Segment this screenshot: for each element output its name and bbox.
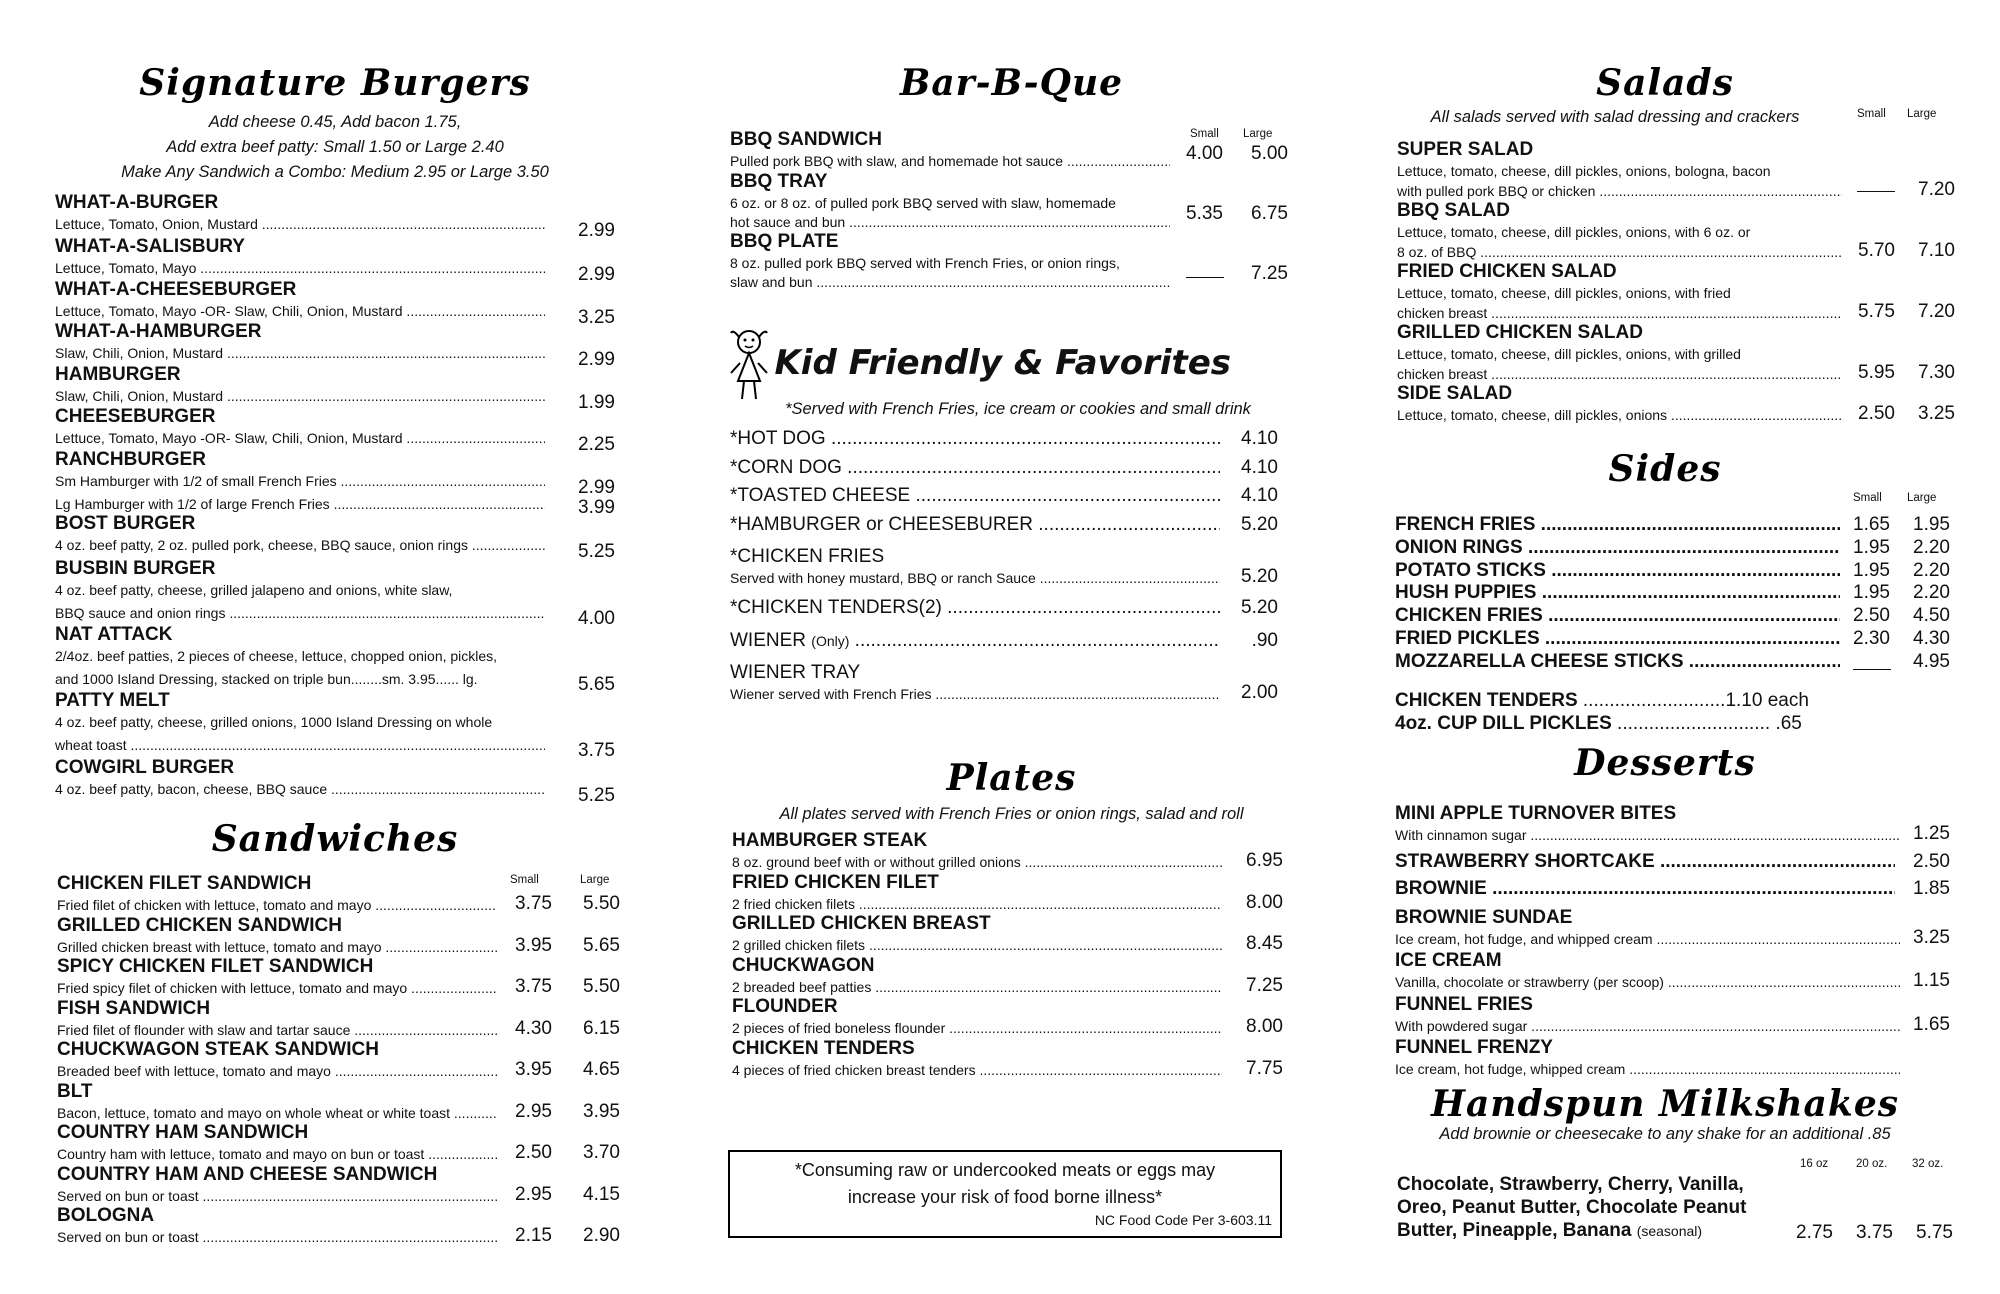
menu-item-price: 1.15 — [1913, 970, 1950, 991]
menu-item-desc: 4 oz. beef patty, 2 oz. pulled pork, cheese, BBQ sauce, onion rings ..... — [55, 535, 545, 555]
price-large: 1.95 — [1913, 514, 1950, 535]
menu-item-name: SPICY CHICKEN FILET SANDWICH — [57, 956, 374, 977]
menu-item-desc: Lettuce, tomato, cheese, dill pickles, onions, with 6 oz. or — [1397, 224, 1751, 240]
menu-item-name — [1395, 690, 1865, 712]
menu-item-desc: Wiener served with French Fries ..... — [730, 684, 1220, 704]
menu-item-desc: Fried filet of chicken with lettuce, tomato and mayo ..... — [57, 895, 497, 915]
menu-item-desc: 8 oz. of BBQ ..... — [1397, 242, 1842, 262]
price-small: 2.30 — [1853, 628, 1890, 649]
price-small: 2.50 — [1858, 403, 1895, 424]
menu-item-price: .90 — [1251, 630, 1278, 651]
menu-item-price: 8.00 — [1246, 891, 1283, 913]
menu-item-desc: 2/4oz. beef patties, 2 pieces of cheese, lettuce, chopped onion, pickles, — [55, 648, 498, 664]
menu-item-name — [730, 457, 1220, 479]
menu-item-desc: wheat toast ..... — [55, 735, 545, 755]
kids-title: Kid Friendly & Favorites — [774, 343, 1232, 383]
food-safety-warning — [728, 1150, 1282, 1238]
menu-item-price: 1.10 each — [1725, 690, 1809, 711]
price-small: 5.35 — [1186, 203, 1223, 224]
menu-item-desc: chicken breast ..... — [1397, 303, 1842, 323]
menu-item-name: CHICKEN FILET SANDWICH — [57, 873, 312, 894]
menu-item-price: 1.85 — [1913, 878, 1950, 899]
menu-item-desc: Slaw, Chili, Onion, Mustard ..... — [55, 386, 545, 406]
price-large: 3.95 — [583, 1100, 620, 1122]
menu-item-label: WIENER — [730, 630, 806, 651]
menu-item-name: BBQ SANDWICH — [730, 129, 882, 150]
menu-item-name: BOLOGNA — [57, 1205, 155, 1226]
menu-item-desc: Lettuce, tomato, cheese, dill pickles, onions ..... — [1397, 405, 1842, 425]
plates-title: Plates — [946, 757, 1077, 799]
shakes-title: Handspun Milkshakes — [1430, 1083, 1900, 1125]
menu-item-name: SIDE SALAD — [1397, 383, 1513, 404]
menu-item-name: FLOUNDER — [732, 996, 838, 1017]
menu-item-name: WHAT-A-HAMBURGER — [55, 321, 262, 342]
menu-item-desc: 8 oz. ground beef with or without grilled onions ..... — [732, 852, 1222, 872]
menu-item-desc: Pulled pork BBQ with slaw, and homemade hot sauce ..... — [730, 151, 1170, 171]
menu-item-desc: Lettuce, Tomato, Mayo ..... — [55, 258, 545, 278]
menu-item-name: BROWNIE ..... — [1395, 878, 1895, 900]
menu-item-name — [730, 485, 1220, 507]
menu-item-price: 4.10 — [1241, 457, 1278, 478]
price-large: 5.50 — [583, 976, 620, 997]
food-code: NC Food Code Per 3-603.11 — [1094, 1212, 1272, 1228]
menu-item-price: 1.99 — [578, 392, 615, 413]
shake-price: 2.75 — [1796, 1222, 1833, 1243]
menu-item-name: FUNNEL FRIES — [1395, 994, 1533, 1015]
price-small: 3.95 — [515, 1059, 552, 1080]
menu-item-label: *CHICKEN TENDERS(2) — [730, 597, 942, 618]
menu-item-name: CHUCKWAGON — [732, 954, 875, 976]
large-header: Large — [1243, 128, 1273, 140]
menu-item-price: 5.65 — [578, 674, 615, 695]
shake-size-header: 16 oz — [1800, 1158, 1829, 1170]
shake-price: 3.75 — [1856, 1222, 1893, 1243]
price-large: 7.10 — [1918, 240, 1955, 261]
menu-item-name: BROWNIE SUNDAE — [1395, 907, 1573, 928]
menu-item-desc: slaw and bun ..... — [730, 272, 1170, 292]
leader-dots: ........................... — [1577, 690, 1726, 711]
shake-flavors — [1397, 1197, 1817, 1219]
menu-item-desc: Lettuce, Tomato, Mayo -OR- Slaw, Chili, Onion, Mustard ..... — [55, 428, 545, 448]
bbq-title: Bar-B-Que — [899, 62, 1124, 104]
menu-item-price: 3.99 — [578, 497, 615, 518]
sandwiches-title: Sandwiches — [211, 818, 459, 860]
price-large: 4.15 — [583, 1183, 620, 1205]
menu-item-label: 4oz. CUP DILL PICKLES — [1395, 713, 1612, 734]
menu-item-name: COUNTRY HAM SANDWICH — [57, 1122, 309, 1143]
menu-item-price: 3.25 — [1913, 927, 1950, 948]
menu-item-desc: With powdered sugar ..... — [1395, 1016, 1900, 1036]
menu-item-name: COWGIRL BURGER — [55, 757, 235, 778]
menu-item-name: STRAWBERRY SHORTCAKE ..... — [1395, 851, 1895, 873]
menu-item-name: POTATO STICKS ..... — [1395, 560, 1840, 582]
price-small: 2.95 — [515, 1183, 552, 1205]
price-large: 5.00 — [1251, 143, 1288, 164]
kids-note: *Served with French Fries, ice cream or cookies and small drink — [785, 400, 1251, 418]
menu-item-name: HUSH PUPPIES ..... — [1395, 582, 1840, 604]
menu-item-price: 7.75 — [1246, 1057, 1283, 1079]
menu-item-desc: Served on bun or toast ..... — [57, 1227, 497, 1247]
burgers-note: Add cheese 0.45, Add bacon 1.75, — [208, 113, 462, 131]
menu-item-desc: Country ham with lettuce, tomato and mayo on bun or toast ..... — [57, 1144, 497, 1164]
salads-note: All salads served with salad dressing and crackers — [1430, 108, 1800, 126]
price-small: 3.75 — [515, 893, 552, 914]
menu-item-desc: Fried spicy filet of chicken with lettuce, tomato and mayo ..... — [57, 978, 497, 998]
menu-item-price: 1.25 — [1913, 823, 1950, 844]
price-small: 1.95 — [1853, 536, 1890, 558]
menu-item-desc: Ice cream, hot fudge, and whipped cream ..... — [1395, 929, 1900, 949]
menu-item-name: MINI APPLE TURNOVER BITES — [1395, 803, 1677, 824]
menu-item-desc: Lettuce, tomato, cheese, dill pickles, onions, bologna, bacon — [1397, 163, 1771, 179]
price-large: 4.95 — [1913, 650, 1950, 672]
menu-item-name: FISH SANDWICH — [57, 997, 211, 1019]
desserts-title: Desserts — [1574, 742, 1756, 784]
menu-item-price: 5.20 — [1241, 566, 1278, 587]
shake-flavors — [1397, 1174, 1817, 1196]
price-small: 4.30 — [515, 1017, 552, 1039]
price-large: 2.20 — [1913, 559, 1950, 581]
menu-item-price: 2.99 — [578, 477, 615, 498]
menu-item-name: BBQ TRAY — [730, 171, 828, 192]
price-large: 7.20 — [1918, 301, 1955, 322]
menu-item-desc: 6 oz. or 8 oz. of pulled pork BBQ served with slaw, homemade — [730, 195, 1116, 211]
empty-price-dash — [1186, 277, 1224, 278]
menu-item-desc: Bacon, lettuce, tomato and mayo on whole wheat or white toast ..... — [57, 1103, 497, 1123]
menu-item-price: 2.99 — [578, 220, 615, 241]
burgers-note: Add extra beef patty: Small 1.50 or Large 2.40 — [166, 138, 504, 156]
burgers-notes — [55, 110, 615, 185]
menu-item-price: 3.75 — [578, 740, 615, 761]
shake-flavors — [1397, 1220, 1817, 1242]
price-small: 3.95 — [515, 934, 552, 956]
sides-title: Sides — [1608, 448, 1722, 490]
price-large: 6.15 — [583, 1017, 620, 1039]
menu-item-price: 5.20 — [1241, 597, 1278, 618]
menu-item-name — [730, 597, 1220, 619]
warning-line: increase your risk of food borne illness* — [847, 1187, 1163, 1207]
price-small: 3.75 — [515, 976, 552, 997]
menu-item-name: WHAT-A-BURGER — [55, 192, 219, 213]
warning-line: *Consuming raw or undercooked meats or eggs may — [794, 1160, 1216, 1180]
menu-item-name: BOST BURGER — [55, 513, 196, 534]
menu-item-desc: Lettuce, tomato, cheese, dill pickles, onions, with grilled — [1397, 346, 1741, 362]
menu-item-price: .65 — [1775, 713, 1802, 734]
price-large: 5.50 — [583, 893, 620, 914]
kids-header — [728, 325, 1295, 401]
menu-item-desc: 8 oz. pulled pork BBQ served with French Fries, or onion rings, — [730, 255, 1120, 271]
shakes-note: Add brownie or cheesecake to any shake for an additional .85 — [1439, 1125, 1891, 1143]
menu-item-name: SUPER SALAD — [1397, 139, 1534, 160]
menu-item-desc: and 1000 Island Dressing, stacked on triple bun........sm. 3.95...... lg. — [55, 671, 478, 687]
burgers-note: Make Any Sandwich a Combo: Medium 2.95 or Large 3.50 — [121, 163, 549, 181]
menu-item-desc: Fried filet of flounder with slaw and tartar sauce ..... — [57, 1020, 497, 1040]
small-header: Small — [1190, 128, 1219, 140]
leader-dots: ............................. — [1611, 713, 1776, 734]
shake-price: 5.75 — [1916, 1222, 1953, 1243]
menu-item-label: *HOT DOG — [730, 428, 826, 449]
menu-item-price: 5.25 — [578, 541, 615, 562]
menu-item-label: *CORN DOG — [730, 457, 842, 478]
menu-item-desc: Lettuce, Tomato, Onion, Mustard ..... — [55, 214, 545, 234]
menu-item-desc: Slaw, Chili, Onion, Mustard ..... — [55, 343, 545, 363]
menu-item-name: FRIED PICKLES ..... — [1395, 628, 1840, 650]
price-small: 4.00 — [1186, 143, 1223, 164]
menu-item-label: *TOASTED CHEESE — [730, 485, 911, 506]
menu-item-name: BLT — [57, 1080, 93, 1102]
price-large: 7.20 — [1918, 179, 1955, 200]
menu-item-name: CHICKEN TENDERS — [732, 1037, 915, 1059]
menu-item-price: 2.00 — [1241, 682, 1278, 703]
menu-item-name — [730, 630, 1220, 652]
price-large: 2.20 — [1913, 582, 1950, 604]
menu-item-name: PATTY MELT — [55, 690, 170, 711]
small-header: Small — [1857, 108, 1886, 120]
menu-item-desc: Lettuce, tomato, cheese, dill pickles, onions, with fried — [1397, 285, 1731, 301]
menu-item-label: WIENER TRAY — [730, 662, 861, 683]
price-large: 3.25 — [1918, 403, 1955, 424]
menu-item-name: WHAT-A-SALISBURY — [55, 236, 245, 257]
menu-item-desc: Served with honey mustard, BBQ or ranch Sauce ..... — [730, 568, 1220, 588]
menu-item-desc: 2 grilled chicken filets ..... — [732, 935, 1222, 955]
shake-flavor-line: Oreo, Peanut Butter, Chocolate Peanut — [1397, 1197, 1747, 1218]
menu-item-price: 7.25 — [1246, 974, 1283, 996]
menu-item-desc: 4 oz. beef patty, cheese, grilled jalapeno and onions, white slaw, — [55, 582, 453, 598]
shake-size-header: 32 oz. — [1912, 1158, 1944, 1170]
menu-item-desc: Vanilla, chocolate or strawberry (per scoop) ..... — [1395, 972, 1900, 992]
menu-item-desc: 2 fried chicken filets ..... — [732, 894, 1222, 914]
price-large: 7.30 — [1918, 362, 1955, 383]
menu-item-desc: 4 pieces of fried chicken breast tenders ..... — [732, 1060, 1222, 1080]
menu-item-name: HAMBURGER — [55, 364, 181, 385]
menu-item-name: MOZZARELLA CHEESE STICKS ..... — [1395, 651, 1840, 673]
empty-price-dash — [1857, 191, 1895, 192]
menu-item-name: CHICKEN FRIES ..... — [1395, 605, 1840, 627]
price-large: 7.25 — [1251, 263, 1288, 284]
burgers-title: Signature Burgers — [139, 62, 531, 104]
menu-item-desc: 4 oz. beef patty, cheese, grilled onions, 1000 Island Dressing on whole — [55, 714, 493, 730]
menu-item-desc: Sm Hamburger with 1/2 of small French Fries ..... — [55, 471, 545, 491]
price-large: 4.50 — [1913, 605, 1950, 627]
menu-item-desc: with pulled pork BBQ or chicken ..... — [1397, 181, 1842, 201]
menu-item-name: BUSBIN BURGER — [55, 558, 216, 579]
menu-item-price: 2.99 — [578, 349, 615, 370]
menu-item-name: GRILLED CHICKEN SALAD — [1397, 322, 1643, 343]
menu-item-desc: Ice cream, hot fudge, whipped cream ..... — [1395, 1059, 1900, 1079]
menu-item-name: COUNTRY HAM AND CHEESE SANDWICH — [57, 1163, 438, 1185]
menu-item-desc: 2 pieces of fried boneless flounder ..... — [732, 1018, 1222, 1038]
price-small: 1.95 — [1853, 559, 1890, 581]
menu-item-desc: chicken breast ..... — [1397, 364, 1842, 384]
price-small: 5.95 — [1858, 362, 1895, 383]
menu-item-price: 6.95 — [1246, 850, 1283, 871]
price-small: 1.95 — [1853, 582, 1890, 604]
menu-item-name: NAT ATTACK — [55, 624, 173, 645]
shake-size-header: 20 oz. — [1856, 1158, 1888, 1170]
menu-item-label: CHICKEN TENDERS — [1395, 690, 1578, 711]
shake-flavor-line: Chocolate, Strawberry, Cherry, Vanilla, — [1397, 1174, 1744, 1195]
menu-item-desc: hot sauce and bun ..... — [730, 212, 1170, 232]
price-large: 5.65 — [583, 934, 620, 956]
menu-item-price: 1.65 — [1913, 1014, 1950, 1035]
menu-item-name: GRILLED CHICKEN SANDWICH — [57, 914, 342, 936]
price-large: 2.20 — [1913, 536, 1950, 558]
price-large: 2.90 — [583, 1225, 620, 1246]
menu-item-name: BBQ PLATE — [730, 231, 839, 252]
menu-item-price: 4.10 — [1241, 428, 1278, 449]
menu-item-name: BBQ SALAD — [1397, 200, 1510, 221]
menu-item-name: FRENCH FRIES ..... — [1395, 514, 1840, 536]
plates-note: All plates served with French Fries or onion rings, salad and roll — [779, 805, 1244, 823]
menu-item-name: FUNNEL FRENZY — [1395, 1037, 1553, 1058]
empty-price-dash — [1853, 669, 1891, 670]
menu-item-desc: With cinnamon sugar ..... — [1395, 825, 1900, 845]
menu-item-name: GRILLED CHICKEN BREAST — [732, 913, 991, 934]
price-large: 3.70 — [583, 1142, 620, 1163]
price-large: 4.30 — [1913, 628, 1950, 649]
menu-item-price: 4.10 — [1241, 485, 1278, 506]
seasonal-note: (seasonal) — [1636, 1223, 1703, 1239]
stick-figure-icon — [728, 325, 770, 401]
menu-item-price: 8.45 — [1246, 933, 1283, 954]
menu-item-name — [730, 428, 1220, 450]
menu-item-name — [730, 662, 1220, 684]
price-small: 5.75 — [1858, 301, 1895, 322]
menu-item-desc: 2 breaded beef patties ..... — [732, 977, 1222, 997]
large-header: Large — [1907, 108, 1937, 120]
menu-item-name — [730, 514, 1220, 536]
menu-item-label: *CHICKEN FRIES — [730, 546, 885, 567]
menu-item-name: HAMBURGER STEAK — [732, 830, 928, 851]
menu-item-price: 2.25 — [578, 434, 615, 455]
menu-item-price: 5.20 — [1241, 514, 1278, 535]
small-header: Small — [510, 874, 539, 886]
price-small: 2.95 — [515, 1100, 552, 1122]
menu-item-suffix: (Only) — [811, 633, 850, 649]
menu-item-price: 2.99 — [578, 264, 615, 285]
menu-item-desc: Lg Hamburger with 1/2 of large French Fries ..... — [55, 494, 545, 514]
menu-item-name: ICE CREAM — [1395, 950, 1502, 971]
small-header: Small — [1853, 492, 1882, 504]
menu-item-name: CHUCKWAGON STEAK SANDWICH — [57, 1039, 379, 1060]
menu-item-price: 5.25 — [578, 785, 615, 806]
menu-item-desc: Grilled chicken breast with lettuce, tomato and mayo ..... — [57, 937, 497, 957]
menu-item-label: *HAMBURGER or CHEESEBURER — [730, 514, 1033, 535]
menu-item-desc: BBQ sauce and onion rings ..... — [55, 603, 545, 623]
menu-item-desc: Breaded beef with lettuce, tomato and mayo ..... — [57, 1061, 497, 1081]
price-large: 6.75 — [1251, 203, 1288, 224]
menu-item-name: CHEESEBURGER — [55, 406, 216, 427]
price-large: 4.65 — [583, 1059, 620, 1080]
large-header: Large — [1907, 492, 1937, 504]
price-small: 2.50 — [1853, 605, 1890, 627]
menu-item-name: FRIED CHICKEN FILET — [732, 871, 939, 893]
menu-item-price: 3.25 — [578, 307, 615, 328]
menu-item-name: ONION RINGS ..... — [1395, 537, 1840, 559]
menu-item-desc: 4 oz. beef patty, bacon, cheese, BBQ sauce ..... — [55, 779, 545, 799]
menu-item-price: 2.50 — [1913, 851, 1950, 872]
large-header: Large — [580, 874, 610, 886]
menu-item-price: 4.00 — [578, 608, 615, 629]
shake-flavor-line: Butter, Pineapple, Banana — [1397, 1220, 1632, 1241]
menu-item-desc: Served on bun or toast ..... — [57, 1186, 497, 1206]
price-small: 2.15 — [515, 1225, 552, 1246]
menu-item-desc: Lettuce, Tomato, Mayo -OR- Slaw, Chili, Onion, Mustard ..... — [55, 301, 545, 321]
price-small: 1.65 — [1853, 514, 1890, 535]
menu-item-name — [730, 546, 1220, 568]
menu-item-name: FRIED CHICKEN SALAD — [1397, 261, 1617, 282]
menu-item-name — [1395, 713, 1865, 735]
menu-item-name: RANCHBURGER — [55, 449, 206, 470]
menu-item-name: WHAT-A-CHEESEBURGER — [55, 279, 297, 300]
price-small: 2.50 — [515, 1142, 552, 1163]
salads-title: Salads — [1596, 62, 1734, 104]
menu-item-price: 8.00 — [1246, 1016, 1283, 1037]
price-small: 5.70 — [1858, 240, 1895, 261]
